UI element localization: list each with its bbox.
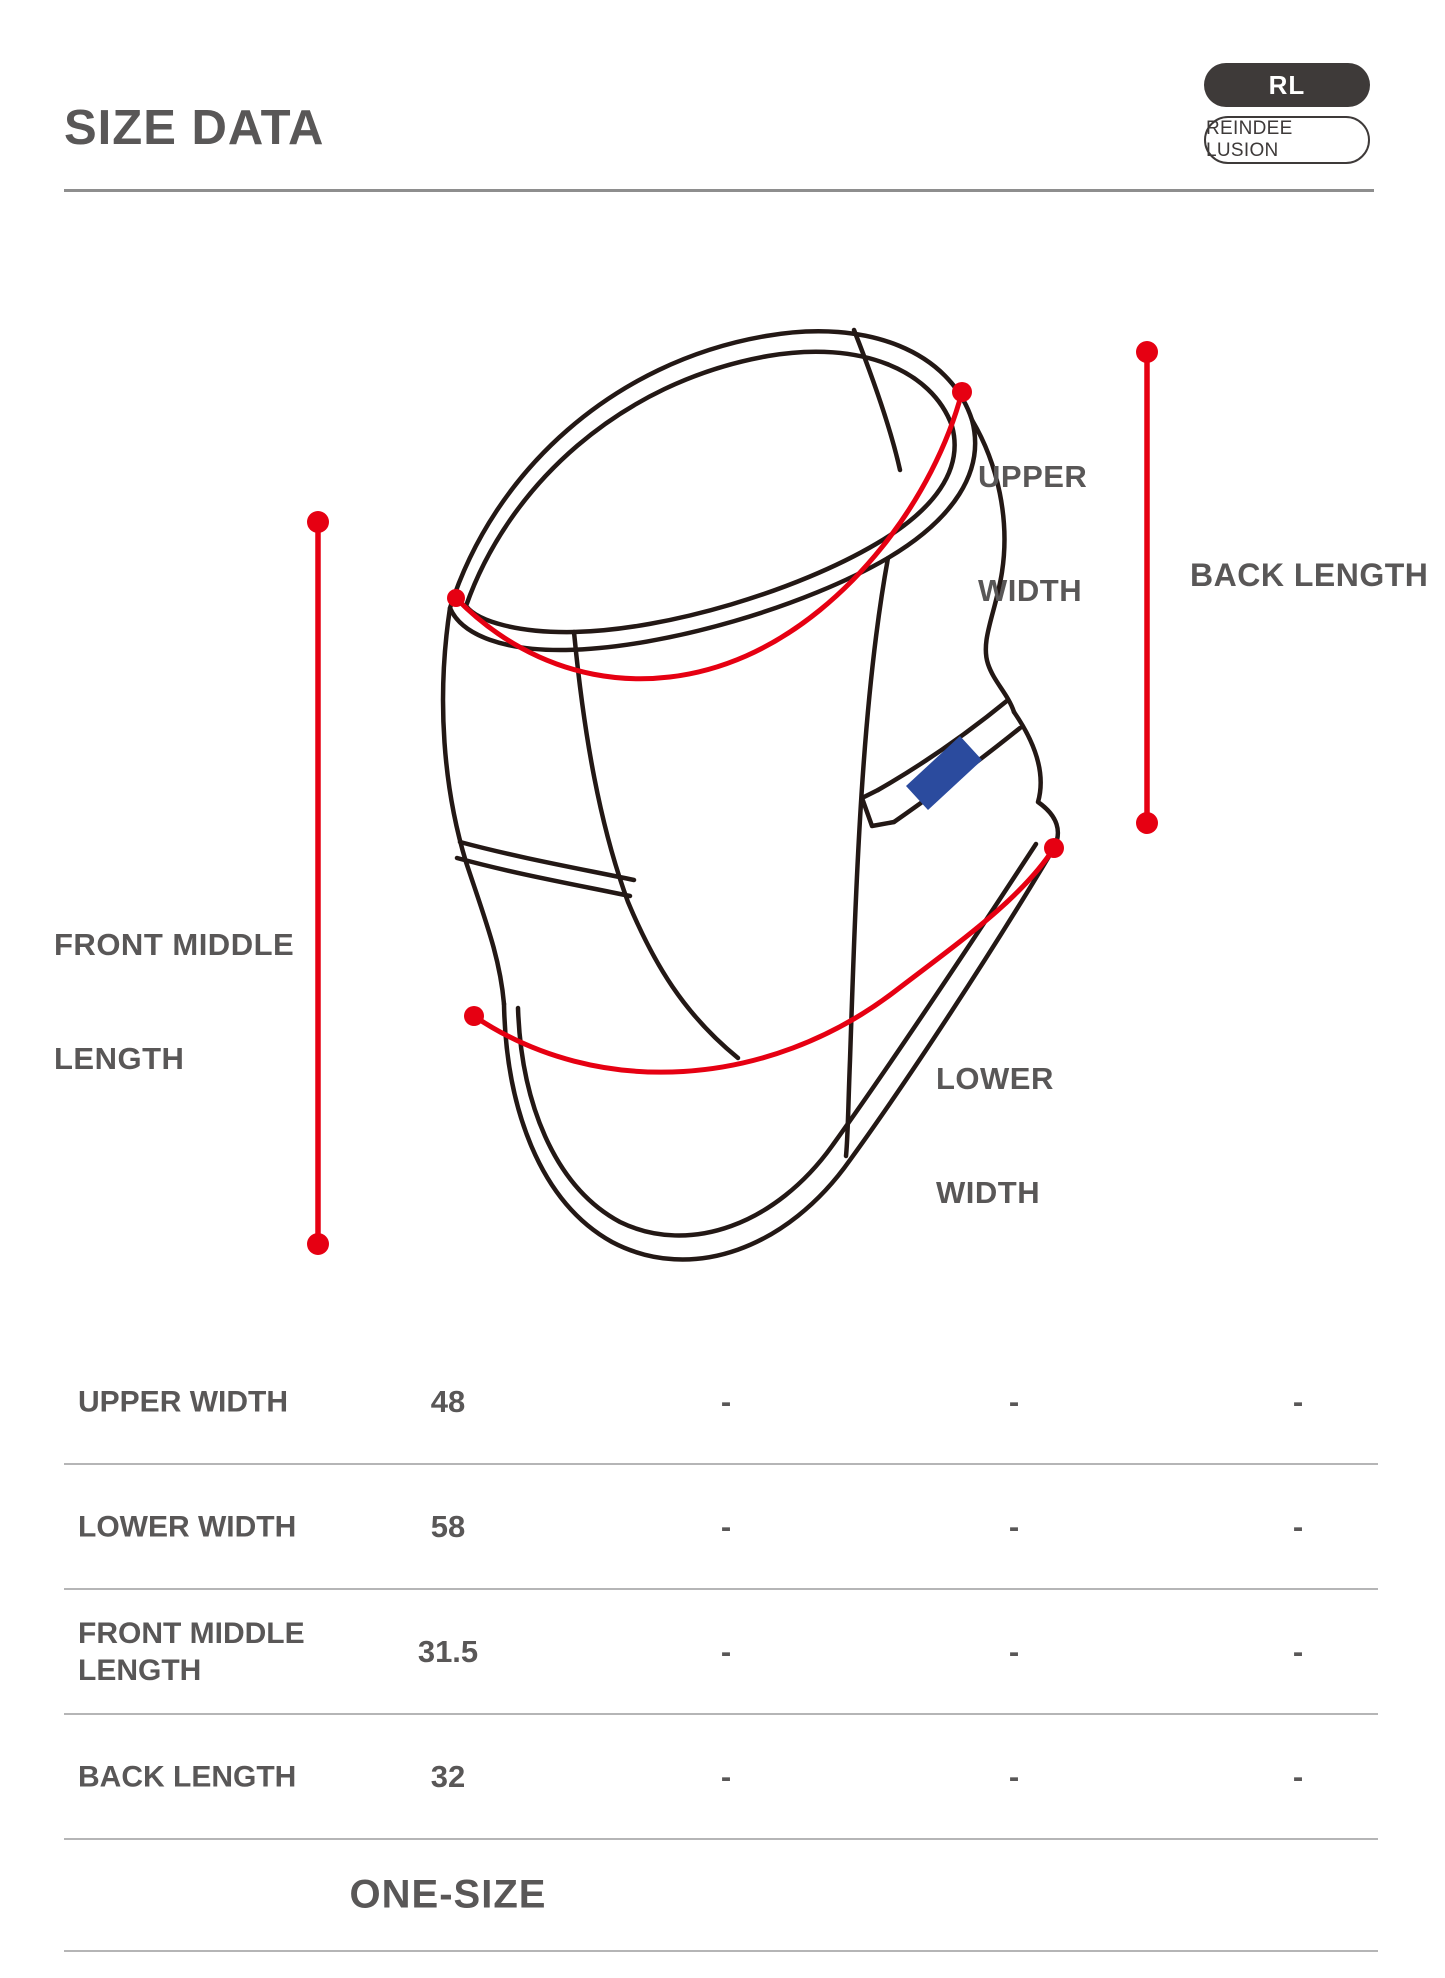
front-middle-length-label: FRONT MIDDLE LENGTH bbox=[54, 927, 295, 1076]
row-value: - bbox=[1008, 1633, 1020, 1669]
row-value: - bbox=[720, 1383, 732, 1419]
row-value: - bbox=[1008, 1758, 1020, 1794]
row-value: - bbox=[1292, 1633, 1304, 1669]
row-value: - bbox=[1292, 1758, 1304, 1794]
row-value: - bbox=[1292, 1508, 1304, 1544]
brand-name-pill bbox=[1204, 116, 1370, 164]
table-footer bbox=[64, 1840, 1378, 1952]
upper-width-measure-curve bbox=[456, 392, 962, 679]
row-value: - bbox=[720, 1508, 732, 1544]
row-value: 32 bbox=[430, 1758, 466, 1794]
back-length-label: BACK LENGTH bbox=[1190, 557, 1429, 593]
table-row bbox=[64, 1590, 1378, 1715]
row-label: LOWER WIDTH bbox=[78, 1510, 297, 1543]
row-value: 48 bbox=[430, 1383, 466, 1419]
table-row bbox=[64, 1340, 1378, 1465]
row-label: UPPER WIDTH bbox=[78, 1385, 288, 1418]
header-divider bbox=[64, 189, 1374, 192]
page-title: SIZE DATA bbox=[64, 101, 325, 155]
velcro-patch bbox=[906, 736, 982, 810]
row-value: 58 bbox=[430, 1508, 466, 1544]
size-table bbox=[64, 1340, 1378, 1952]
table-row bbox=[64, 1715, 1378, 1840]
brand-initials-text: RL bbox=[1268, 69, 1306, 100]
row-value: - bbox=[1292, 1383, 1304, 1419]
upper-width-label: UPPER WIDTH bbox=[978, 459, 1088, 608]
row-value: - bbox=[720, 1758, 732, 1794]
brand-initials-badge bbox=[1204, 63, 1370, 107]
table-row bbox=[64, 1465, 1378, 1590]
brand-name-text: REINDEE LUSION bbox=[1206, 118, 1293, 161]
row-value: - bbox=[720, 1633, 732, 1669]
row-label: FRONT MIDDLE LENGTH bbox=[78, 1616, 305, 1687]
one-size-label: ONE-SIZE bbox=[349, 1872, 547, 1917]
row-value: 31.5 bbox=[417, 1633, 479, 1669]
row-value: - bbox=[1008, 1383, 1020, 1419]
row-value: - bbox=[1008, 1508, 1020, 1544]
row-label: BACK LENGTH bbox=[78, 1760, 297, 1793]
lower-width-label: LOWER WIDTH bbox=[936, 1061, 1054, 1210]
